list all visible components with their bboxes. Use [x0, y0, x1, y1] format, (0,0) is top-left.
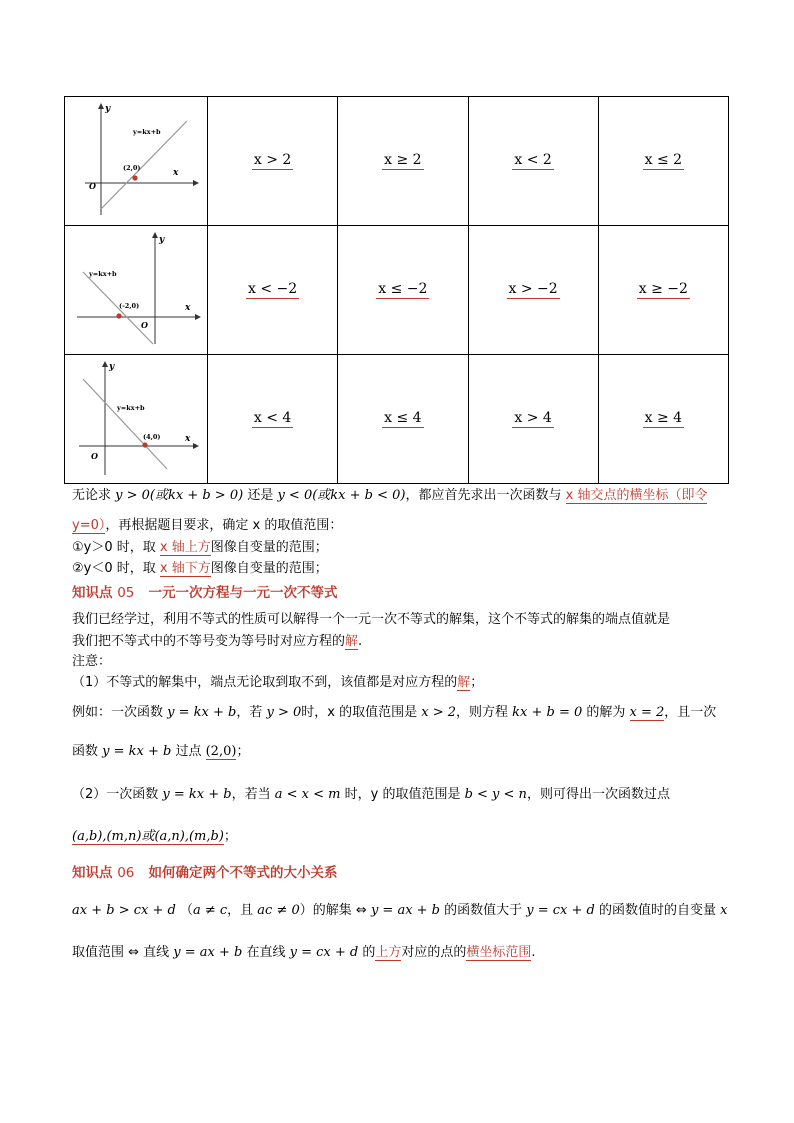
x-axis-label: x — [185, 303, 191, 313]
text: （1）不等式的解集中，端点无论取到取不到，该值都是对应方程的 — [72, 675, 458, 690]
inequality-cell — [468, 355, 598, 484]
key-answer: x 轴上方 — [159, 540, 211, 555]
paragraph — [72, 609, 734, 630]
text: 的 — [358, 945, 376, 960]
key-answer: 上方 — [375, 945, 402, 960]
paragraph-cont — [72, 826, 734, 847]
graph-decreasing-negative — [65, 226, 207, 350]
math: a < x < m — [274, 787, 341, 802]
text: 的解为 — [582, 705, 630, 720]
inequality-text: x > 2 — [253, 152, 292, 168]
point-label: (-2,0) — [119, 302, 140, 310]
key-answer: x 轴下方 — [159, 561, 211, 576]
origin-label: O — [91, 451, 98, 461]
key-answer: (2,0) — [205, 744, 237, 759]
text: ，则方程 — [456, 705, 513, 720]
text: 在直线 — [242, 945, 290, 960]
paragraph — [72, 942, 734, 963]
inequality-cell — [208, 226, 338, 355]
heading-title: 如何确定两个不等式的大小关系 — [148, 865, 338, 881]
key-answer: x 轴交点的横坐标（即令 — [565, 488, 708, 503]
text: 例如：一次函数 — [72, 705, 168, 720]
inequality-text: x ≤ 4 — [384, 410, 422, 426]
key-answer: x = 2 — [629, 705, 665, 720]
key-answer: 解 — [345, 634, 359, 649]
paragraph — [72, 900, 734, 921]
inequality-table — [64, 96, 729, 484]
text: 图像自变量的范围； — [210, 540, 328, 555]
function-label: y=kx+b — [89, 270, 117, 278]
math: y > 0 — [266, 705, 302, 720]
y-axis-label: y — [109, 362, 115, 372]
inequality-cell — [338, 226, 468, 355]
point-label: (4,0) — [143, 433, 161, 441]
text: 我们已经学过，利用不等式的性质可以解得一个一元一次不等式的解集，这个不等式的解集的端点值就是 — [72, 612, 671, 627]
section-heading-06 — [72, 863, 734, 884]
y-axis-label: y — [105, 104, 111, 114]
graph-increasing — [65, 97, 207, 221]
table-row — [65, 355, 729, 484]
inequality-cell — [468, 226, 598, 355]
graph-cell — [65, 226, 208, 355]
inequality-cell — [468, 97, 598, 226]
function-label: y=kx+b — [133, 128, 161, 136]
text: 注意： — [72, 654, 112, 669]
inequality-text: x < 4 — [253, 410, 292, 426]
key-answer: (a,b),(m,n)或(a,n),(m,b) — [72, 829, 224, 844]
inequality-text: x ≤ −2 — [378, 281, 428, 297]
math: y < 0(或kx + b < 0) — [277, 488, 406, 503]
text: ，若 — [236, 705, 267, 720]
math: y = cx + d — [526, 903, 595, 918]
key-answer: 解 — [457, 675, 471, 690]
x-axis-label: x — [173, 168, 179, 178]
text: （2）一次函数 — [72, 787, 163, 802]
math: y = ax + b — [370, 903, 440, 918]
text: ； — [223, 829, 237, 844]
list-item — [72, 537, 734, 558]
text: . — [358, 634, 363, 649]
text: 过点 — [171, 744, 206, 759]
note-label — [72, 651, 734, 672]
paragraph — [72, 784, 734, 805]
section-heading-05 — [72, 583, 734, 604]
text: 函数 — [72, 744, 103, 759]
paragraph — [72, 631, 734, 652]
inequality-text: x > −2 — [508, 281, 558, 297]
table-row — [65, 97, 729, 226]
point-label: (2,0) — [123, 164, 141, 172]
function-label: y=kx+b — [117, 404, 145, 412]
heading-label: 知识点 — [72, 585, 113, 601]
math: a ≠ c — [192, 903, 228, 918]
inequality-cell — [598, 355, 728, 484]
intersection-point — [116, 313, 121, 318]
graph-cell — [65, 355, 208, 484]
math: y = kx + b — [162, 787, 232, 802]
inequality-text: x < 2 — [514, 152, 552, 168]
inequality-cell — [338, 97, 468, 226]
heading-title: 一元一次方程与一元一次不等式 — [148, 585, 338, 601]
graph-cell — [65, 97, 208, 226]
heading-number: 05 — [117, 585, 135, 601]
math: y = kx + b — [102, 744, 172, 759]
text: 的函数值时的自变量 — [594, 903, 721, 918]
heading-number: 06 — [117, 865, 135, 881]
text: ②y＜0 时，取 — [72, 561, 160, 576]
text: ，则可得出一次函数过点 — [526, 787, 670, 802]
text: 时，y 的取值范围是 — [340, 787, 465, 802]
inequality-text: x ≥ 4 — [644, 410, 683, 426]
math: ac ≠ 0 — [257, 903, 300, 918]
text: ，再根据题目要求，确定 x 的取值范围： — [105, 518, 343, 533]
math: x > 2 — [421, 705, 456, 720]
paragraph — [72, 672, 734, 693]
graph-decreasing-positive — [65, 355, 207, 479]
text: 的函数值大于 — [440, 903, 527, 918]
math: kx + b = 0 — [512, 705, 583, 720]
text: ，且 — [227, 903, 258, 918]
text: （ — [175, 903, 193, 918]
math: ax + b > cx + d — [72, 903, 176, 918]
inequality-text: x ≤ 2 — [644, 152, 683, 168]
inequality-cell — [208, 355, 338, 484]
inequality-cell — [338, 355, 468, 484]
inequality-cell — [598, 226, 728, 355]
key-answer: y=0） — [72, 518, 106, 533]
y-axis-label: y — [159, 235, 165, 245]
paragraph-example-cont — [72, 741, 734, 762]
math: x — [720, 903, 728, 918]
inequality-text: x ≥ 2 — [384, 152, 422, 168]
text: ，且一次 — [664, 705, 717, 720]
paragraph-example — [72, 702, 734, 723]
inequality-text: x < −2 — [248, 281, 298, 297]
text: 取值范围 ⇔ 直线 — [72, 945, 174, 960]
origin-label: O — [89, 181, 96, 191]
math: y = kx + b — [167, 705, 237, 720]
inequality-cell — [208, 97, 338, 226]
heading-label: 知识点 — [72, 865, 113, 881]
text: 还是 — [243, 488, 278, 503]
text: 对应的点的 — [401, 945, 467, 960]
math: y = ax + b — [173, 945, 243, 960]
paragraph-intro — [72, 485, 734, 506]
text: ； — [470, 675, 484, 690]
intersection-point — [142, 442, 147, 447]
list-item — [72, 558, 734, 579]
math: y > 0(或kx + b > 0) — [115, 488, 244, 503]
inequality-text: x > 4 — [514, 410, 552, 426]
origin-label: O — [141, 320, 148, 330]
table-row — [65, 226, 729, 355]
math: b < y < n — [464, 787, 527, 802]
math: y = cx + d — [289, 945, 359, 960]
text: ； — [236, 744, 250, 759]
text: 图像自变量的范围； — [210, 561, 328, 576]
inequality-text: x ≥ −2 — [638, 281, 688, 297]
text: 时，x 的取值范围是 — [301, 705, 422, 720]
x-axis-label: x — [185, 434, 191, 444]
text: . — [531, 945, 536, 960]
intersection-point — [132, 175, 137, 180]
paragraph-intro-cont — [72, 515, 734, 536]
key-answer: 横坐标范围 — [466, 945, 532, 960]
text: ，若当 — [231, 787, 275, 802]
text: 无论求 — [72, 488, 116, 503]
text: ，都应首先求出一次函数与 — [405, 488, 566, 503]
text: 我们把不等式中的不等号变为等号时对应方程的 — [72, 634, 346, 649]
text: ）的解集 ⇔ — [299, 903, 371, 918]
inequality-cell — [598, 97, 728, 226]
text: ①y＞0 时，取 — [72, 540, 160, 555]
